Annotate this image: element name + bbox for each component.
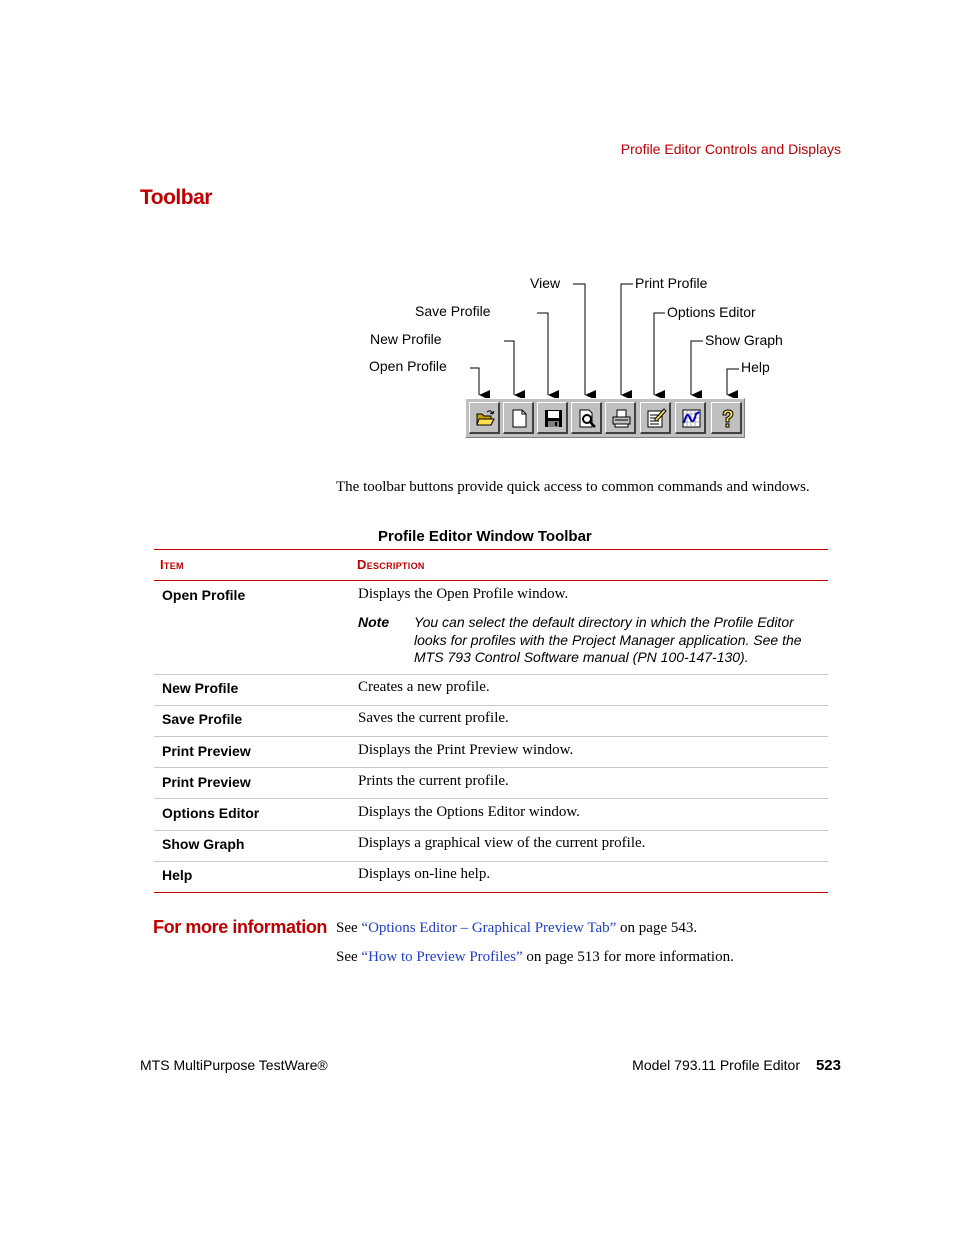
table-row-item: Print Preview bbox=[162, 743, 251, 759]
leader-open-profile bbox=[470, 368, 479, 395]
print-preview-icon bbox=[577, 408, 598, 429]
callout-leader-lines bbox=[0, 0, 954, 450]
section-title: Toolbar bbox=[140, 186, 212, 209]
table-row-item: New Profile bbox=[162, 680, 239, 696]
toolbar-figure bbox=[465, 398, 745, 438]
table-row-divider bbox=[154, 798, 828, 799]
see-also-line-1 bbox=[336, 920, 697, 937]
table-row-divider bbox=[154, 736, 828, 737]
table-row-description: Displays on-line help. bbox=[358, 866, 491, 882]
page-number: 523 bbox=[815, 1057, 841, 1074]
callout-help: Help bbox=[741, 359, 770, 375]
table-row-description: Prints the current profile. bbox=[358, 773, 509, 789]
open-folder-icon bbox=[475, 408, 496, 429]
table-caption: Profile Editor Window Toolbar bbox=[378, 528, 592, 545]
help-button[interactable] bbox=[711, 402, 742, 434]
show-graph-button[interactable] bbox=[675, 402, 706, 434]
table-row-item: Show Graph bbox=[162, 836, 245, 852]
callout-options-editor: Options Editor bbox=[667, 304, 756, 320]
save-profile-button[interactable] bbox=[537, 402, 568, 434]
callout-save-profile: Save Profile bbox=[415, 303, 491, 319]
table-row-divider bbox=[154, 705, 828, 706]
leader-save-profile bbox=[537, 313, 548, 395]
open-profile-button[interactable] bbox=[469, 402, 500, 434]
leader-view bbox=[573, 284, 585, 395]
intro-paragraph: The toolbar buttons provide quick access to common commands and windows. bbox=[336, 479, 810, 495]
table-header-description: Description bbox=[357, 557, 425, 572]
see-suffix: on page 543. bbox=[616, 920, 698, 936]
table-row-item: Help bbox=[162, 867, 193, 883]
table-row-description: Displays the Options Editor window. bbox=[358, 804, 580, 820]
graph-icon bbox=[681, 408, 702, 429]
running-header-link[interactable]: Profile Editor Controls and Displays bbox=[620, 141, 841, 157]
table-row-description: Displays the Print Preview window. bbox=[358, 742, 574, 758]
print-profile-button[interactable] bbox=[605, 402, 636, 434]
table-bottom-rule bbox=[154, 892, 828, 893]
leader-help bbox=[727, 369, 739, 395]
callout-open-profile: Open Profile bbox=[369, 358, 447, 374]
callout-view: View bbox=[530, 275, 561, 291]
table-row-item: Open Profile bbox=[162, 587, 246, 603]
callout-show-graph: Show Graph bbox=[705, 332, 783, 348]
table-row-item: Save Profile bbox=[162, 711, 243, 727]
link-options-editor-graphical-preview[interactable]: “Options Editor – Graphical Preview Tab” bbox=[361, 920, 617, 936]
note-label: Note bbox=[358, 614, 390, 630]
view-button[interactable] bbox=[571, 402, 602, 434]
table-header-item: Item bbox=[160, 557, 184, 572]
see-prefix: See bbox=[336, 920, 362, 936]
leader-new-profile bbox=[504, 341, 514, 395]
floppy-disk-icon bbox=[543, 408, 564, 429]
table-row-divider bbox=[154, 674, 828, 675]
options-editor-icon bbox=[646, 408, 667, 429]
table-row-description: Creates a new profile. bbox=[358, 679, 490, 695]
table-row-divider bbox=[154, 861, 828, 862]
help-question-icon bbox=[717, 408, 738, 429]
more-info-title: For more information bbox=[153, 917, 328, 937]
leader-show-graph bbox=[691, 341, 703, 395]
leader-print-profile bbox=[621, 284, 633, 395]
link-how-to-preview-profiles[interactable]: “How to Preview Profiles” bbox=[361, 949, 523, 965]
table-row-item: Print Preview bbox=[162, 774, 251, 790]
see-also-line-2 bbox=[336, 949, 734, 966]
options-editor-button[interactable] bbox=[640, 402, 671, 434]
table-row-divider bbox=[154, 830, 828, 831]
callout-print-profile: Print Profile bbox=[635, 275, 708, 291]
footer-manual-title: Model 793.11 Profile Editor bbox=[632, 1057, 800, 1073]
footer-product-name: MTS MultiPurpose TestWare® bbox=[140, 1057, 328, 1073]
table-row-description: Displays the Open Profile window. bbox=[358, 586, 569, 602]
note-text: You can select the default directory in which the Profile Editor looks for profiles with the Project Manager application. See the MTS 793 Control Software manual (PN 100-147-130). bbox=[414, 614, 802, 665]
table-row-divider bbox=[154, 767, 828, 768]
printer-icon bbox=[611, 408, 632, 429]
table-row-description: Saves the current profile. bbox=[358, 710, 509, 726]
new-document-icon bbox=[509, 408, 530, 429]
see-suffix: on page 513 for more information. bbox=[522, 949, 734, 965]
callout-new-profile: New Profile bbox=[370, 331, 442, 347]
table-row-item: Options Editor bbox=[162, 805, 260, 821]
leader-options-editor bbox=[654, 313, 665, 395]
new-profile-button[interactable] bbox=[503, 402, 534, 434]
see-prefix: See bbox=[336, 949, 362, 965]
table-header-rule bbox=[154, 580, 828, 581]
table-top-rule bbox=[154, 549, 828, 550]
table-row-description: Displays a graphical view of the current profile. bbox=[358, 835, 646, 851]
